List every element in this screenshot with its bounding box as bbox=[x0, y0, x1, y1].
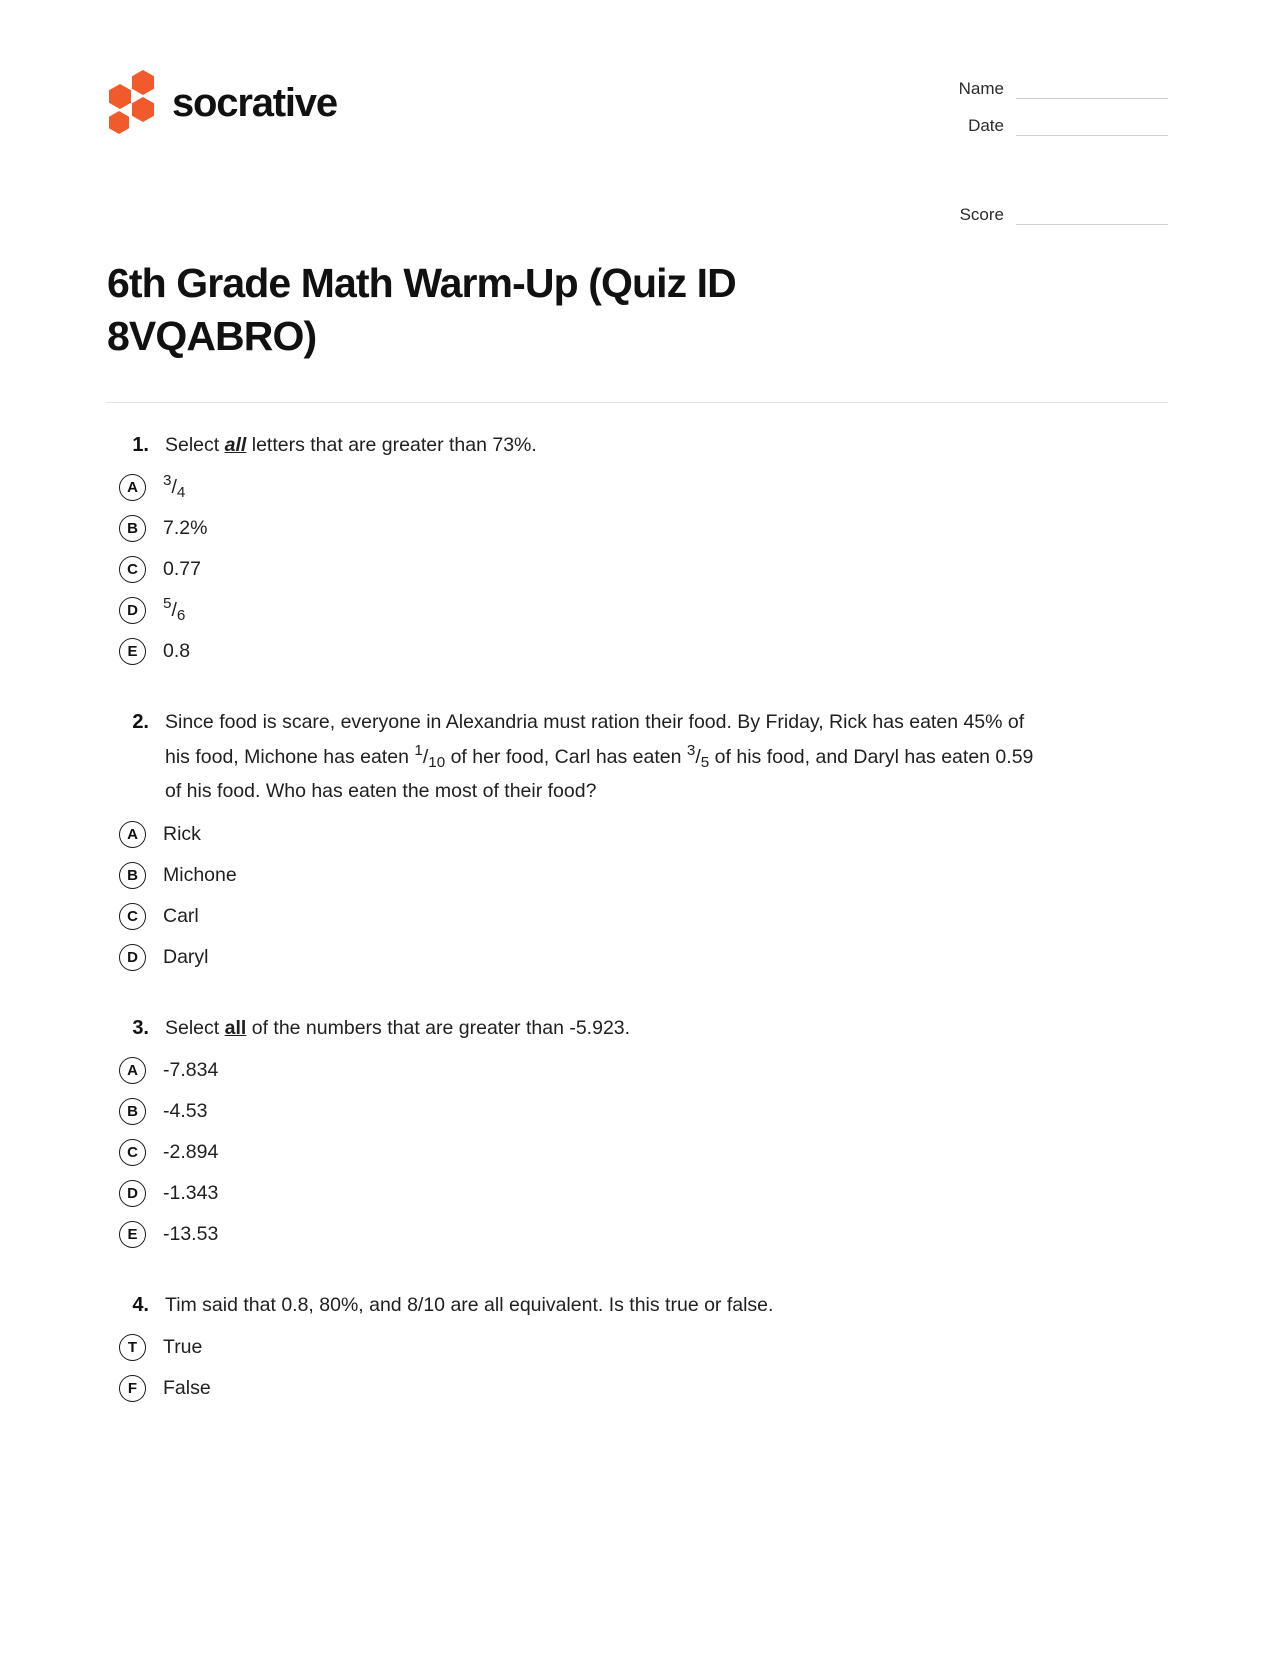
question-text: Since food is scare, everyone in Alexandria must ration their food. By Friday, Rick has eaten 45% of his food, Michone has eaten $^1$/10 of her food, Carl has eaten $^3$/5 of his food, and Daryl has eaten 0.59 of his food. Who has eaten the most of their food? bbox=[165, 710, 1034, 803]
question-header bbox=[107, 1012, 1168, 1044]
answer-option[interactable] bbox=[107, 467, 1168, 508]
score-field-row bbox=[930, 202, 1168, 225]
question-number: 3. bbox=[132, 1016, 149, 1039]
option-bubble-b[interactable]: B bbox=[119, 515, 146, 542]
option-bubble-t[interactable]: T bbox=[119, 1334, 146, 1361]
answer-option[interactable] bbox=[107, 896, 1168, 937]
fraction: $^5$/6 bbox=[163, 595, 186, 624]
answer-option[interactable] bbox=[107, 1327, 1168, 1368]
option-bubble-c[interactable]: C bbox=[119, 556, 146, 583]
score-label: Score bbox=[959, 205, 1004, 225]
option-bubble-c[interactable]: C bbox=[119, 1139, 146, 1166]
question-number: 2. bbox=[132, 710, 149, 733]
answer-option[interactable] bbox=[107, 855, 1168, 896]
option-label: -1.343 bbox=[163, 1181, 219, 1204]
question-text: Select all of the numbers that are greater than -5.923. bbox=[165, 1016, 631, 1039]
option-bubble-a[interactable]: A bbox=[119, 474, 146, 501]
question-block bbox=[107, 1289, 1168, 1409]
name-label: Name bbox=[958, 79, 1004, 99]
name-field-row bbox=[930, 76, 1168, 99]
option-bubble-d[interactable]: D bbox=[119, 597, 146, 624]
answer-option[interactable] bbox=[107, 937, 1168, 978]
date-input-line[interactable] bbox=[1016, 113, 1168, 136]
option-bubble-a[interactable]: A bbox=[119, 821, 146, 848]
page-header bbox=[0, 0, 1275, 239]
answer-option[interactable] bbox=[107, 1173, 1168, 1214]
answer-option[interactable] bbox=[107, 631, 1168, 672]
option-bubble-e[interactable]: E bbox=[119, 638, 146, 665]
option-label: True bbox=[163, 1336, 203, 1359]
answer-options bbox=[107, 1050, 1168, 1255]
option-label: -2.894 bbox=[163, 1140, 219, 1163]
name-input-line[interactable] bbox=[1016, 76, 1168, 99]
option-label bbox=[163, 470, 185, 505]
answer-option[interactable] bbox=[107, 1368, 1168, 1409]
option-bubble-b[interactable]: B bbox=[119, 1098, 146, 1125]
fraction: $^3$/4 bbox=[163, 472, 186, 501]
emphasis-all: all bbox=[224, 433, 247, 456]
answer-option[interactable] bbox=[107, 1214, 1168, 1255]
answer-options bbox=[107, 814, 1168, 978]
question-block bbox=[107, 429, 1168, 672]
option-label: -7.834 bbox=[163, 1058, 219, 1081]
question-block bbox=[107, 1012, 1168, 1255]
answer-option[interactable] bbox=[107, 1050, 1168, 1091]
option-bubble-c[interactable]: C bbox=[119, 903, 146, 930]
option-bubble-d[interactable]: D bbox=[119, 944, 146, 971]
answer-option[interactable] bbox=[107, 1091, 1168, 1132]
option-bubble-f[interactable]: F bbox=[119, 1375, 146, 1402]
option-label: 0.77 bbox=[163, 557, 201, 580]
score-input-line[interactable] bbox=[1016, 202, 1168, 225]
question-number: 1. bbox=[132, 433, 149, 456]
answer-option[interactable] bbox=[107, 590, 1168, 631]
fraction: $^3$/5 bbox=[686, 742, 710, 772]
question-header bbox=[107, 429, 1168, 461]
option-label bbox=[163, 593, 185, 628]
hexagon-lower-left-icon bbox=[109, 111, 129, 134]
title-section bbox=[0, 239, 1275, 364]
answer-option[interactable] bbox=[107, 1132, 1168, 1173]
answer-option[interactable] bbox=[107, 508, 1168, 549]
option-label: Michone bbox=[163, 863, 237, 886]
page-title: 6th Grade Math Warm-Up (Quiz ID 8VQABRO) bbox=[107, 260, 736, 360]
option-label: -13.53 bbox=[163, 1222, 219, 1245]
option-label: False bbox=[163, 1377, 211, 1400]
option-label: -4.53 bbox=[163, 1099, 208, 1122]
answer-options bbox=[107, 1327, 1168, 1409]
socrative-hexagons-icon bbox=[107, 70, 155, 136]
student-info-fields bbox=[930, 60, 1168, 239]
question-block bbox=[107, 706, 1168, 978]
question-number: 4. bbox=[132, 1294, 149, 1317]
option-label: 7.2% bbox=[163, 516, 208, 539]
answer-option[interactable] bbox=[107, 814, 1168, 855]
option-label: Carl bbox=[163, 904, 199, 927]
date-field-row bbox=[930, 113, 1168, 136]
option-bubble-b[interactable]: B bbox=[119, 862, 146, 889]
fraction: $^1$/10 bbox=[414, 742, 446, 772]
hexagon-middle-right-icon bbox=[132, 97, 154, 122]
question-header bbox=[107, 1289, 1168, 1321]
date-label: Date bbox=[968, 116, 1004, 136]
option-bubble-a[interactable]: A bbox=[119, 1057, 146, 1084]
hexagon-upper-left-icon bbox=[109, 84, 131, 109]
question-text: Tim said that 0.8, 80%, and 8/10 are all equivalent. Is this true or false. bbox=[165, 1294, 774, 1317]
brand-wordmark: socrative bbox=[172, 81, 337, 125]
question-header bbox=[107, 706, 1168, 808]
question-text: Select all letters that are greater than 73%. bbox=[165, 433, 537, 456]
emphasis-all: all bbox=[224, 1016, 247, 1039]
questions-list bbox=[0, 403, 1275, 1410]
socrative-logo bbox=[107, 60, 337, 136]
answer-options bbox=[107, 467, 1168, 672]
answer-option[interactable] bbox=[107, 549, 1168, 590]
option-label: Rick bbox=[163, 822, 201, 845]
option-bubble-e[interactable]: E bbox=[119, 1221, 146, 1248]
option-label: 0.8 bbox=[163, 639, 191, 662]
option-label: Daryl bbox=[163, 945, 209, 968]
hexagon-top-right-icon bbox=[132, 70, 154, 95]
option-bubble-d[interactable]: D bbox=[119, 1180, 146, 1207]
